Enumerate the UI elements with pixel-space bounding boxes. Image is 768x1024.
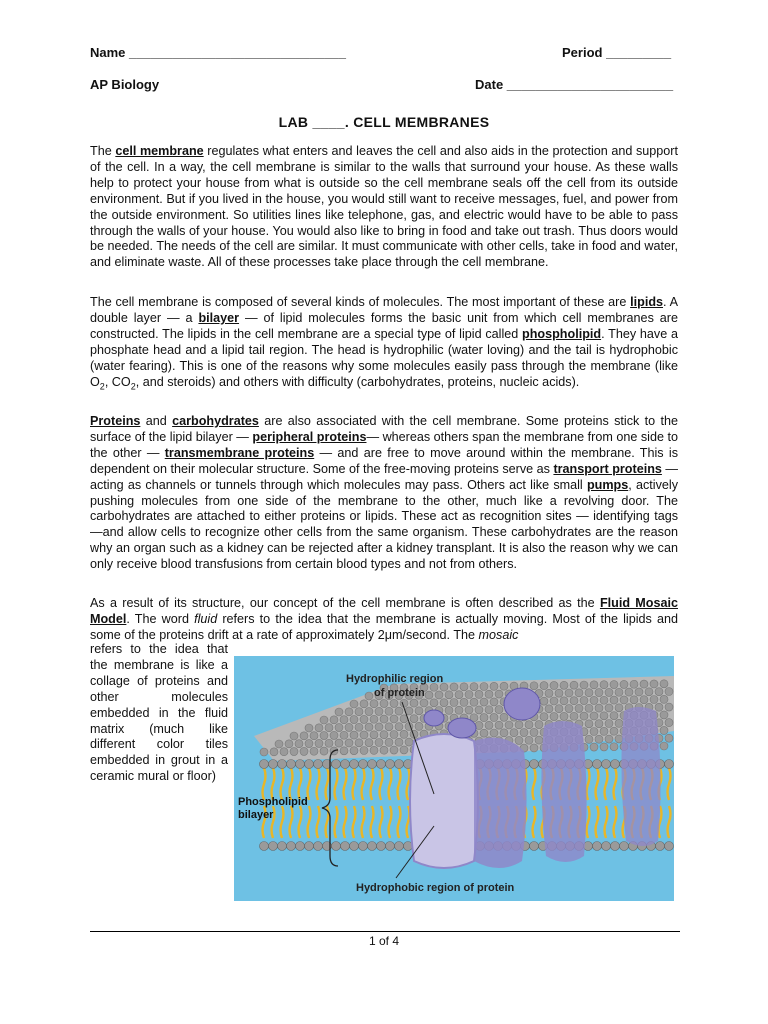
phosphate-head: [400, 730, 408, 738]
phosphate-head: [260, 842, 269, 851]
phosphate-head: [460, 698, 468, 706]
phosphate-head: [296, 760, 305, 769]
term-proteins: Proteins: [90, 414, 141, 428]
phosphate-head: [615, 735, 623, 743]
phosphate-head: [545, 705, 553, 713]
phosphate-head: [370, 731, 378, 739]
phosphate-head: [345, 723, 353, 731]
phosphate-head: [645, 688, 653, 696]
phosphate-head: [615, 704, 623, 712]
term-bilayer: bilayer: [198, 310, 240, 325]
phosphate-head: [350, 731, 358, 739]
phosphate-head: [665, 688, 673, 696]
label-hydrophilic-line1: Hydrophilic region: [346, 673, 444, 685]
phosphate-head: [485, 706, 493, 714]
phosphate-head: [615, 688, 623, 696]
phosphate-head: [377, 842, 386, 851]
label-bilayer-line2: bilayer: [238, 809, 274, 821]
phosphate-head: [602, 760, 611, 769]
phosphate-head: [395, 842, 404, 851]
phosphate-head: [380, 731, 388, 739]
phosphate-head: [485, 690, 493, 698]
phosphate-head: [660, 726, 668, 734]
phosphate-head: [365, 723, 373, 731]
phosphate-head: [330, 731, 338, 739]
phosphate-head: [600, 727, 608, 735]
phosphate-head: [470, 698, 478, 706]
phosphate-head: [270, 748, 278, 756]
phosphate-head: [580, 697, 588, 705]
phosphate-head: [315, 724, 323, 732]
name-field-label: Name ______________________________: [90, 45, 346, 60]
phosphate-head: [590, 712, 598, 720]
phosphate-head: [665, 760, 674, 769]
phosphate-head: [480, 729, 488, 737]
phosphate-head: [611, 842, 620, 851]
phosphate-head: [570, 681, 578, 689]
phosphate-head: [335, 739, 343, 747]
phosphate-head: [655, 688, 663, 696]
phosphate-head: [320, 716, 328, 724]
paragraph-proteins: Proteins and carbohydrates are also associated with the cell membrane. Some proteins stick to the surface of the lipid bilayer — peripheral proteins— whereas others span the membrane from one side to the other — transmembrane proteins — and are free to move around within the membrane. This is dependent on their molecular structure. Some of the free-moving proteins serve as transport proteins — acting as channels or tunnels through which molecules may pass. Others act like small pumps, actively pushing molecules from one side of the membrane to the other, much like a revolving door. The carbohydrates are attached to either proteins or lipids. These act as recognition sites — identifying tags —and allow cells to recognize other cells from the same organism. These carbohydrates are the reason why an organ such as a kidney can be rejected after a kidney transplant. It is also the reason why we can only receive blood transfusions from certain blood types and not from others.: [90, 414, 679, 572]
phosphate-head: [590, 681, 598, 689]
phosphate-head: [505, 721, 513, 729]
phosphate-head: [365, 739, 373, 747]
phosphate-head: [325, 739, 333, 747]
phosphate-head: [296, 842, 305, 851]
phosphate-head: [495, 721, 503, 729]
phosphate-head: [390, 746, 398, 754]
phosphate-head: [495, 706, 503, 714]
phosphate-head: [425, 691, 433, 699]
phosphate-head: [585, 720, 593, 728]
phosphate-head: [535, 736, 543, 744]
phosphate-head: [385, 738, 393, 746]
phosphate-head: [540, 713, 548, 721]
phosphate-head: [595, 720, 603, 728]
phosphate-head: [269, 760, 278, 769]
term-phospholipid: phospholipid: [522, 326, 602, 341]
phosphate-head: [360, 700, 368, 708]
phosphate-head: [610, 743, 618, 751]
phosphate-head: [525, 736, 533, 744]
phosphate-head: [650, 680, 658, 688]
phosphate-head: [287, 842, 296, 851]
phosphate-head: [405, 738, 413, 746]
phosphate-head: [390, 715, 398, 723]
phosphate-head: [660, 680, 668, 688]
term-pumps: pumps: [586, 477, 629, 492]
phosphate-head: [275, 740, 283, 748]
paragraph-intro: The cell membrane regulates what enters and leaves the cell and also aids in the protection and support of the cell. In a way, the cell membrane is similar to the walls that surround your house. As these walls help to protect your house from what is outside so the cell membrane seals off the cell from its outside environment. But if you lived in the house, you would still want to receive messages, fuel, and power from the outside environment. So utilities lines like telephone, gas, and electric would have to be able to pass through the walls of your house. You would also like to bring in food and take out trash. Thus doors would be needed. The needs of the cell are similar. It must communicate with other cells, take in food and water, and eliminate waste. All of these processes take place through the cell membrane.: [90, 144, 679, 270]
phosphate-head: [655, 703, 663, 711]
phosphate-head: [315, 739, 323, 747]
phosphate-head: [660, 711, 668, 719]
phosphate-head: [500, 682, 508, 690]
phosphate-head: [445, 691, 453, 699]
label-bilayer-line1: Phospholipid: [238, 796, 308, 808]
phosphate-head: [350, 700, 358, 708]
phosphate-head: [260, 760, 269, 769]
phosphate-head: [530, 728, 538, 736]
phosphate-head: [375, 707, 383, 715]
phosphate-head: [380, 746, 388, 754]
phosphate-head: [600, 681, 608, 689]
phosphate-head: [660, 742, 668, 750]
phosphate-head: [570, 712, 578, 720]
phosphate-head: [490, 729, 498, 737]
phosphate-head: [530, 842, 539, 851]
phosphate-head: [350, 842, 359, 851]
phosphate-head: [605, 720, 613, 728]
phosphate-head: [630, 696, 638, 704]
phosphate-head: [615, 719, 623, 727]
phosphate-head: [269, 842, 278, 851]
term-carbohydrates: carbohydrates: [172, 414, 259, 428]
phosphate-head: [300, 747, 308, 755]
phosphate-head: [355, 708, 363, 716]
phosphate-head: [305, 842, 314, 851]
phosphate-head: [390, 731, 398, 739]
phosphate-head: [375, 723, 383, 731]
phosphate-head: [377, 760, 386, 769]
phosphate-head: [287, 760, 296, 769]
phosphate-head: [341, 842, 350, 851]
phosphate-head: [305, 740, 313, 748]
phosphate-head: [500, 713, 508, 721]
phosphate-head: [365, 692, 373, 700]
phosphate-head: [575, 704, 583, 712]
phosphate-head: [359, 842, 368, 851]
phosphate-head: [520, 729, 528, 737]
peripheral-protein: [504, 688, 540, 720]
phosphate-head: [368, 842, 377, 851]
phosphate-head: [625, 688, 633, 696]
phosphate-head: [360, 731, 368, 739]
paragraph-lipids: The cell membrane is composed of several kinds of molecules. The most important of these are lipids. A double layer — a bilayer — of lipid molecules forms the basic unit from which cell membranes are constructed. The lipids in the cell membrane are a special type of lipid called phospholipid. They have a phosphate head and a lipid tail region. The head is hydrophilic (water loving) and the tail is hydrophobic (water fearing). This is one of the reasons why some molecules easily pass through the membrane (like $O_2$, $CO_2$, and steroids) and others with difficulty (carbohydrates, proteins, nucleic acids).: [90, 295, 678, 392]
phosphate-head: [345, 708, 353, 716]
phosphate-head: [341, 760, 350, 769]
phosphate-head: [445, 706, 453, 714]
phosphate-head: [565, 705, 573, 713]
phosphate-head: [310, 732, 318, 740]
paragraph-mosaic-continued: refers to the idea that the membrane is like a collage of proteins and other molecules embedded in the fluid matrix (much like different color tiles embedded in grout in a ceramic mural or floor): [90, 642, 228, 784]
phosphate-head: [415, 707, 423, 715]
phosphate-head: [435, 691, 443, 699]
phosphate-head: [540, 697, 548, 705]
phosphate-head: [593, 760, 602, 769]
phosphate-head: [525, 721, 533, 729]
phosphate-head: [530, 744, 538, 752]
phosphate-head: [450, 699, 458, 707]
phosphate-head: [475, 690, 483, 698]
phosphate-head: [495, 690, 503, 698]
phosphate-head: [460, 683, 468, 691]
phosphate-head: [395, 723, 403, 731]
phosphate-head: [278, 760, 287, 769]
phosphate-head: [602, 842, 611, 851]
phosphate-head: [310, 747, 318, 755]
phosphate-head: [600, 696, 608, 704]
transmembrane-protein-right: [541, 721, 586, 862]
phosphate-head: [305, 760, 314, 769]
phosphate-head: [305, 724, 313, 732]
phosphate-head: [455, 706, 463, 714]
phosphate-head: [480, 714, 488, 722]
transmembrane-protein-side: [474, 738, 527, 868]
phosphate-head: [610, 712, 618, 720]
term-transport-proteins: transport proteins: [553, 461, 662, 476]
peripheral-protein-small: [448, 718, 476, 738]
label-hydrophilic-line2: of protein: [374, 687, 425, 699]
phosphate-head: [610, 681, 618, 689]
phosphate-head: [355, 739, 363, 747]
phosphate-head: [640, 696, 648, 704]
phosphate-head: [605, 688, 613, 696]
phosphate-head: [595, 689, 603, 697]
phosphate-head: [555, 705, 563, 713]
phosphate-head: [278, 842, 287, 851]
phosphate-head: [475, 706, 483, 714]
phosphate-head: [590, 696, 598, 704]
phosphate-head: [385, 723, 393, 731]
phosphate-head: [350, 716, 358, 724]
phosphate-head: [285, 740, 293, 748]
phosphate-head: [370, 715, 378, 723]
phosphate-head: [550, 697, 558, 705]
phosphate-head: [290, 748, 298, 756]
phosphate-head: [465, 706, 473, 714]
phosphate-head: [665, 842, 674, 851]
phosphate-head: [360, 715, 368, 723]
phosphate-head: [490, 698, 498, 706]
phosphate-head: [340, 716, 348, 724]
period-field-label: Period _________: [562, 45, 672, 60]
phosphate-head: [359, 760, 368, 769]
phosphate-head: [375, 739, 383, 747]
phosphate-head: [340, 747, 348, 755]
course-label: AP Biology: [90, 77, 160, 92]
phosphate-head: [340, 731, 348, 739]
phosphate-head: [620, 696, 628, 704]
transmembrane-protein-far-right: [621, 707, 660, 846]
phosphate-head: [485, 721, 493, 729]
phosphate-head: [365, 708, 373, 716]
phosphate-head: [665, 734, 673, 742]
phosphate-head: [550, 713, 558, 721]
phosphate-head: [500, 729, 508, 737]
phosphate-head: [450, 683, 458, 691]
phosphate-head: [545, 689, 553, 697]
phosphate-head: [335, 708, 343, 716]
phosphate-head: [590, 728, 598, 736]
phosphate-head: [350, 747, 358, 755]
phosphate-head: [570, 697, 578, 705]
phosphate-head: [550, 681, 558, 689]
phosphate-head: [605, 735, 613, 743]
bilayer-bracket: [318, 748, 340, 868]
date-field-label: Date _______________________: [475, 77, 674, 92]
phosphate-head: [605, 704, 613, 712]
phosphate-head: [385, 707, 393, 715]
phosphate-head: [395, 738, 403, 746]
phosphate-head: [610, 696, 618, 704]
phosphate-head: [370, 700, 378, 708]
phosphate-head: [656, 842, 665, 851]
phosphate-head: [580, 681, 588, 689]
phosphate-head: [510, 729, 518, 737]
phosphate-head: [410, 715, 418, 723]
phosphate-head: [600, 743, 608, 751]
phosphate-head: [590, 743, 598, 751]
phosphate-head: [295, 740, 303, 748]
phosphate-head: [380, 715, 388, 723]
phosphate-head: [290, 732, 298, 740]
phosphate-head: [585, 704, 593, 712]
phosphate-head: [620, 842, 629, 851]
phosphate-head: [470, 683, 478, 691]
phosphate-head: [355, 723, 363, 731]
term-cell-membrane: cell membrane: [115, 144, 204, 158]
phosphate-head: [585, 689, 593, 697]
term-peripheral-proteins: peripheral proteins: [252, 429, 367, 444]
phosphate-head: [650, 696, 658, 704]
phosphate-head: [320, 732, 328, 740]
phosphate-head: [280, 748, 288, 756]
footer-rule: [90, 931, 680, 932]
phosphate-head: [595, 704, 603, 712]
fluid-mosaic-figure: [234, 656, 674, 901]
phosphate-head: [620, 680, 628, 688]
term-lipids: lipids: [630, 295, 664, 309]
phosphate-head: [410, 699, 418, 707]
phosphate-head: [600, 712, 608, 720]
phosphate-head: [540, 682, 548, 690]
peripheral-protein-tiny: [424, 710, 444, 726]
phosphate-head: [611, 760, 620, 769]
phosphate-head: [455, 691, 463, 699]
phosphate-head: [325, 724, 333, 732]
phosphate-head: [515, 736, 523, 744]
phosphate-head: [530, 682, 538, 690]
phosphate-head: [535, 721, 543, 729]
phosphate-head: [530, 760, 539, 769]
phosphate-head: [665, 703, 673, 711]
phosphate-head: [660, 695, 668, 703]
phosphate-head: [395, 707, 403, 715]
phosphate-head: [665, 719, 673, 727]
membrane-illustration: [234, 656, 674, 901]
phosphate-head: [515, 721, 523, 729]
phosphate-head: [335, 724, 343, 732]
phosphate-head: [380, 700, 388, 708]
term-transmembrane-proteins: transmembrane proteins: [164, 445, 315, 460]
phosphate-head: [386, 842, 395, 851]
phosphate-head: [400, 746, 408, 754]
phosphate-head: [610, 727, 618, 735]
phosphate-head: [465, 691, 473, 699]
bracket-path: [322, 750, 338, 866]
phosphate-head: [575, 689, 583, 697]
label-hydrophobic: Hydrophobic region of protein: [356, 882, 515, 894]
page-title: LAB ____. CELL MEMBRANES: [278, 114, 490, 130]
phosphate-head: [585, 735, 593, 743]
phosphate-head: [560, 697, 568, 705]
paragraph-fluid-mosaic: As a result of its structure, our concept of the cell membrane is often described as the Fluid Mosaic Model. The word fluid refers to the idea that the membrane is actually moving. Most of the lipids and some of the proteins drift at a rate of approximately 2μm/second. The mosaic: [90, 596, 678, 642]
phosphate-head: [640, 680, 648, 688]
phosphate-head: [560, 681, 568, 689]
phosphate-head: [415, 722, 423, 730]
phosphate-head: [395, 760, 404, 769]
phosphate-head: [595, 735, 603, 743]
phosphate-head: [420, 699, 428, 707]
phosphate-head: [635, 688, 643, 696]
phosphate-head: [555, 689, 563, 697]
phosphate-head: [565, 689, 573, 697]
phosphate-head: [370, 746, 378, 754]
page-number: 1 of 4: [368, 934, 400, 948]
phosphate-head: [330, 716, 338, 724]
phosphate-head: [490, 682, 498, 690]
phosphate-head: [360, 747, 368, 755]
phosphate-head: [345, 739, 353, 747]
phosphate-head: [630, 680, 638, 688]
phosphate-head: [386, 760, 395, 769]
phosphate-head: [593, 842, 602, 851]
phosphate-head: [480, 698, 488, 706]
phosphate-head: [490, 713, 498, 721]
phosphate-head: [430, 699, 438, 707]
phosphate-head: [560, 712, 568, 720]
phosphate-head: [368, 760, 377, 769]
phosphate-head: [580, 712, 588, 720]
phosphate-head: [390, 699, 398, 707]
phosphate-head: [300, 732, 308, 740]
phosphate-head: [480, 683, 488, 691]
phosphate-head: [260, 748, 268, 756]
term-fluid-mosaic-model: Fluid Mosaic Model: [90, 596, 678, 626]
phosphate-head: [350, 760, 359, 769]
phosphate-head: [440, 699, 448, 707]
phosphate-head: [400, 699, 408, 707]
